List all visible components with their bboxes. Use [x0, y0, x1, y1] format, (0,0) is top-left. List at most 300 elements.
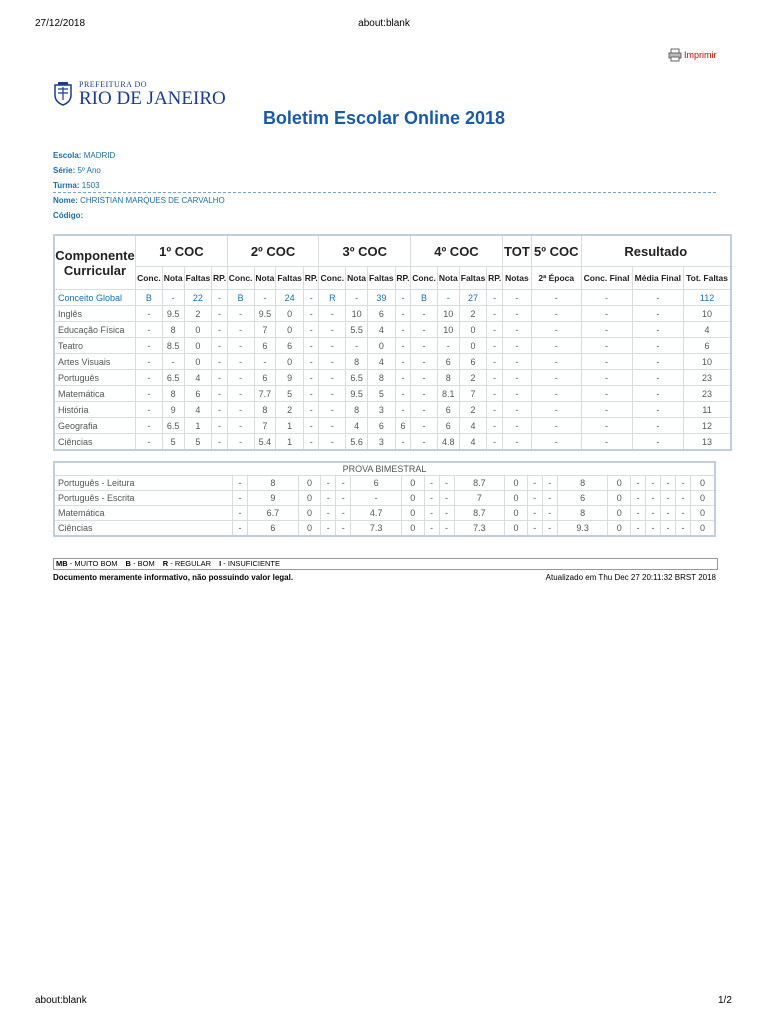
printer-icon — [668, 48, 682, 62]
table-cell: - — [319, 402, 346, 418]
table-cell: - — [346, 338, 368, 354]
logo-line1: PREFEITURA DO — [79, 80, 148, 89]
table-cell: - — [212, 290, 227, 306]
table-cell: 8.7 — [454, 476, 505, 491]
table-cell: - — [632, 338, 684, 354]
disclaimer-note: Documento meramente informativo, não possuindo valor legal. — [53, 573, 294, 582]
table-cell: 0 — [459, 322, 487, 338]
table-cell: - — [336, 521, 351, 537]
table-cell: - — [319, 354, 346, 370]
subheader-result: Conc. Final — [581, 267, 632, 290]
table-cell: 2 — [184, 306, 212, 322]
subheader-cell: Nota — [254, 267, 276, 290]
table-cell: - — [676, 476, 691, 491]
table-cell: - — [502, 402, 531, 418]
row-label: Geografia — [54, 418, 136, 434]
table-cell: - — [439, 491, 454, 506]
table-cell: 7.3 — [454, 521, 505, 537]
table-cell: - — [254, 354, 276, 370]
updated-timestamp: Atualizado em Thu Dec 27 20:11:32 BRST 2018 — [545, 573, 716, 582]
table-cell: - — [411, 354, 438, 370]
table-cell: - — [233, 506, 248, 521]
table-cell: 0 — [608, 491, 631, 506]
table-cell: - — [411, 402, 438, 418]
table-cell: 6 — [437, 402, 459, 418]
table-cell: - — [631, 521, 646, 537]
table-cell: 6 — [254, 338, 276, 354]
table-cell: - — [646, 491, 661, 506]
grades-subheader-row — [54, 267, 731, 290]
table-cell: - — [136, 434, 163, 451]
table-row — [54, 370, 731, 386]
table-cell: 10 — [346, 306, 368, 322]
table-cell: - — [487, 434, 502, 451]
table-cell: - — [304, 418, 319, 434]
table-cell: 8 — [248, 476, 299, 491]
table-cell: 2 — [459, 402, 487, 418]
table-cell: - — [661, 521, 676, 537]
table-cell: 9 — [276, 370, 304, 386]
table-cell: - — [336, 506, 351, 521]
subheader-cell: Nota — [346, 267, 368, 290]
table-cell: - — [502, 354, 531, 370]
table-cell: - — [321, 476, 336, 491]
table-cell: - — [632, 386, 684, 402]
table-cell: - — [227, 322, 254, 338]
table-cell: - — [581, 370, 632, 386]
legend-code: B — [125, 559, 131, 568]
table-cell: 4 — [459, 418, 487, 434]
header-resultado: Resultado — [581, 235, 731, 267]
table-cell: - — [531, 354, 581, 370]
table-cell: 2 — [459, 306, 487, 322]
table-cell: - — [502, 290, 531, 306]
table-cell: - — [439, 506, 454, 521]
table-cell: 7 — [254, 418, 276, 434]
table-cell: - — [632, 290, 684, 306]
table-cell: - — [136, 370, 163, 386]
table-cell: - — [531, 386, 581, 402]
table-cell: 9.3 — [557, 521, 608, 537]
table-cell: - — [631, 491, 646, 506]
header-period: 2º COC — [227, 235, 319, 267]
row-label: Matemática — [54, 506, 233, 521]
row-label: Conceito Global — [54, 290, 136, 306]
table-cell: 3 — [367, 434, 395, 451]
table-cell: - — [395, 370, 410, 386]
table-cell: - — [212, 322, 227, 338]
table-cell: - — [487, 306, 502, 322]
browser-header-date: 27/12/2018 — [35, 18, 86, 29]
table-cell: 6.5 — [162, 418, 184, 434]
table-cell: 2 — [459, 370, 487, 386]
table-cell: 8 — [346, 354, 368, 370]
table-cell: 4.8 — [437, 434, 459, 451]
table-cell: - — [632, 402, 684, 418]
table-cell: - — [395, 322, 410, 338]
table-row — [54, 290, 731, 306]
table-cell: 0 — [608, 476, 631, 491]
table-cell: - — [395, 306, 410, 322]
table-cell: - — [411, 338, 438, 354]
table-cell: 8 — [162, 322, 184, 338]
table-cell: - — [227, 370, 254, 386]
table-cell: 7 — [254, 322, 276, 338]
table-cell: 9.5 — [254, 306, 276, 322]
subheader-cell: RP. — [212, 267, 227, 290]
table-cell: - — [304, 402, 319, 418]
table-cell: 3 — [367, 402, 395, 418]
table-cell: - — [136, 306, 163, 322]
prova-table — [53, 461, 716, 537]
table-cell: 7.3 — [351, 521, 402, 537]
table-cell: 0 — [608, 506, 631, 521]
table-cell: 7.7 — [254, 386, 276, 402]
table-cell: 0 — [505, 521, 528, 537]
table-cell: - — [162, 354, 184, 370]
table-cell: 10 — [437, 322, 459, 338]
table-cell: 0 — [276, 306, 304, 322]
table-cell: 10 — [684, 306, 731, 322]
table-cell: - — [304, 370, 319, 386]
row-label: Artes Visuais — [54, 354, 136, 370]
table-row — [54, 506, 715, 521]
header-period: 4º COC — [411, 235, 503, 267]
table-cell: B — [227, 290, 254, 306]
print-button[interactable] — [668, 48, 717, 62]
table-cell: 0 — [691, 521, 716, 537]
table-cell: - — [319, 370, 346, 386]
table-cell: - — [581, 354, 632, 370]
table-cell: - — [527, 506, 542, 521]
table-cell: 8 — [437, 370, 459, 386]
table-cell: - — [542, 521, 557, 537]
table-cell: 6 — [684, 338, 731, 354]
table-cell: - — [336, 491, 351, 506]
subheader-cell: RP. — [487, 267, 502, 290]
table-cell: - — [411, 434, 438, 451]
prefeitura-logo — [53, 80, 226, 108]
subheader-cell: Conc. — [411, 267, 438, 290]
row-label: Educação Física — [54, 322, 136, 338]
table-cell: 23 — [684, 370, 731, 386]
table-cell: - — [411, 418, 438, 434]
table-cell: - — [581, 386, 632, 402]
table-cell: - — [136, 322, 163, 338]
table-cell: - — [502, 306, 531, 322]
row-label: Ciências — [54, 434, 136, 451]
table-cell: - — [502, 434, 531, 451]
table-cell: - — [212, 434, 227, 451]
table-cell: - — [487, 338, 502, 354]
table-cell: 1 — [276, 434, 304, 451]
table-cell: - — [487, 290, 502, 306]
subheader-cell: Conc. — [319, 267, 346, 290]
table-cell: - — [304, 306, 319, 322]
table-cell: - — [542, 491, 557, 506]
table-cell: - — [439, 521, 454, 537]
table-cell: - — [212, 370, 227, 386]
table-cell: - — [581, 434, 632, 451]
table-cell: - — [227, 402, 254, 418]
table-cell: 5.6 — [346, 434, 368, 451]
table-cell: - — [581, 402, 632, 418]
row-label: Português - Escrita — [54, 491, 233, 506]
table-cell: 0 — [401, 521, 424, 537]
table-cell: 8 — [254, 402, 276, 418]
prova-caption: PROVA BIMESTRAL — [54, 462, 715, 476]
table-cell: - — [319, 322, 346, 338]
subheader-cell: Faltas — [367, 267, 395, 290]
table-cell: 0 — [691, 476, 716, 491]
table-cell: 0 — [298, 506, 321, 521]
table-cell: - — [304, 338, 319, 354]
table-cell: 0 — [367, 338, 395, 354]
subheader-cell: RP. — [304, 267, 319, 290]
table-cell: - — [531, 370, 581, 386]
table-cell: 11 — [684, 402, 731, 418]
table-cell: 0 — [459, 338, 487, 354]
header-period: 1º COC — [136, 235, 228, 267]
table-row — [54, 306, 731, 322]
table-cell: 6.5 — [346, 370, 368, 386]
table-cell: - — [527, 476, 542, 491]
table-cell: - — [304, 290, 319, 306]
subheader-result: Média Final — [632, 267, 684, 290]
table-cell: - — [581, 418, 632, 434]
subheader-cell: Conc. — [136, 267, 163, 290]
table-cell: - — [395, 290, 410, 306]
table-cell: 10 — [684, 354, 731, 370]
row-label: Português — [54, 370, 136, 386]
table-cell: - — [411, 322, 438, 338]
table-row — [54, 354, 731, 370]
table-cell: - — [487, 370, 502, 386]
table-cell: - — [632, 434, 684, 451]
table-cell: - — [531, 290, 581, 306]
table-cell: 5.5 — [346, 322, 368, 338]
table-cell: 0 — [184, 322, 212, 338]
table-cell: - — [542, 476, 557, 491]
table-cell: 6.7 — [248, 506, 299, 521]
table-cell: - — [646, 521, 661, 537]
legend-text: - INSUFICIENTE — [223, 559, 280, 568]
table-cell: - — [233, 476, 248, 491]
table-cell: - — [542, 506, 557, 521]
table-cell: - — [581, 338, 632, 354]
row-label: Inglês — [54, 306, 136, 322]
table-cell: 39 — [367, 290, 395, 306]
table-cell: - — [136, 402, 163, 418]
table-cell: 5 — [367, 386, 395, 402]
table-cell: 0 — [276, 322, 304, 338]
legend-text: - BOM — [133, 559, 155, 568]
table-cell: - — [424, 491, 439, 506]
table-row — [54, 402, 731, 418]
table-cell: - — [439, 476, 454, 491]
table-cell: - — [395, 338, 410, 354]
subheader-5coc: 2ª Época — [531, 267, 581, 290]
table-cell: B — [136, 290, 163, 306]
table-cell: 10 — [437, 306, 459, 322]
table-cell: 0 — [505, 506, 528, 521]
browser-footer-url: about:blank — [35, 995, 87, 1006]
legend-code: I — [219, 559, 222, 568]
table-cell: - — [527, 521, 542, 537]
table-cell: 8 — [557, 506, 608, 521]
table-row — [54, 434, 731, 451]
table-cell: B — [411, 290, 438, 306]
table-cell: 9 — [248, 491, 299, 506]
table-cell: 0 — [505, 476, 528, 491]
table-row — [54, 491, 715, 506]
table-cell: - — [254, 290, 276, 306]
table-cell: - — [233, 521, 248, 537]
table-cell: 24 — [276, 290, 304, 306]
table-cell: - — [631, 476, 646, 491]
table-cell: - — [233, 491, 248, 506]
table-cell: - — [632, 354, 684, 370]
table-cell: - — [676, 491, 691, 506]
table-cell: - — [136, 386, 163, 402]
table-cell: 6 — [459, 354, 487, 370]
table-cell: 22 — [184, 290, 212, 306]
table-cell: - — [227, 338, 254, 354]
row-label: História — [54, 402, 136, 418]
table-row — [54, 476, 715, 491]
table-cell: - — [531, 418, 581, 434]
table-cell: 0 — [298, 491, 321, 506]
table-cell: 6 — [248, 521, 299, 537]
table-cell: - — [581, 290, 632, 306]
table-cell: - — [411, 386, 438, 402]
table-cell: - — [661, 491, 676, 506]
table-cell: 6 — [276, 338, 304, 354]
table-cell: 0 — [298, 521, 321, 537]
table-cell: - — [487, 402, 502, 418]
table-cell: 9.5 — [346, 386, 368, 402]
table-cell: - — [632, 370, 684, 386]
table-cell: 6 — [351, 476, 402, 491]
table-cell: 0 — [401, 506, 424, 521]
row-label: Teatro — [54, 338, 136, 354]
subheader-tot: Notas — [502, 267, 531, 290]
table-cell: - — [162, 290, 184, 306]
table-cell: 6 — [367, 418, 395, 434]
grades-header-row — [54, 235, 731, 267]
browser-footer-page: 1/2 — [718, 995, 732, 1006]
table-cell: - — [632, 322, 684, 338]
subheader-cell: Faltas — [459, 267, 487, 290]
table-cell: 5 — [276, 386, 304, 402]
table-cell: - — [227, 354, 254, 370]
table-cell: 27 — [459, 290, 487, 306]
legend — [53, 558, 718, 570]
table-cell: - — [437, 290, 459, 306]
table-cell: - — [487, 386, 502, 402]
table-cell: - — [581, 322, 632, 338]
table-cell: 4 — [367, 354, 395, 370]
table-cell: - — [227, 434, 254, 451]
table-cell: - — [502, 370, 531, 386]
table-cell: 8 — [346, 402, 368, 418]
page-title: Boletim Escolar Online 2018 — [262, 108, 506, 128]
table-cell: - — [502, 386, 531, 402]
info-codigo: Código: — [53, 211, 84, 220]
table-cell: 1 — [276, 418, 304, 434]
table-cell: 0 — [184, 338, 212, 354]
table-cell: - — [646, 506, 661, 521]
table-cell: - — [304, 354, 319, 370]
table-cell: - — [395, 402, 410, 418]
table-cell: - — [631, 506, 646, 521]
table-cell: - — [676, 506, 691, 521]
legend-text: - REGULAR — [170, 559, 212, 568]
table-cell: - — [531, 402, 581, 418]
table-cell: 6 — [437, 418, 459, 434]
table-cell: - — [227, 418, 254, 434]
logo-line2: RIO DE JANEIRO — [79, 88, 226, 109]
table-row — [54, 418, 731, 434]
table-cell: 8.1 — [437, 386, 459, 402]
table-cell: - — [632, 306, 684, 322]
table-row — [54, 521, 715, 537]
table-cell: - — [304, 434, 319, 451]
table-cell: 4.7 — [351, 506, 402, 521]
table-row — [54, 386, 731, 402]
table-cell: - — [321, 506, 336, 521]
subheader-cell: RP. — [395, 267, 410, 290]
table-cell: - — [395, 386, 410, 402]
table-cell: - — [487, 322, 502, 338]
divider — [53, 192, 716, 193]
table-cell: - — [227, 306, 254, 322]
table-cell: - — [676, 521, 691, 537]
table-cell: - — [212, 418, 227, 434]
table-cell: 1 — [184, 418, 212, 434]
table-cell: - — [212, 386, 227, 402]
table-cell: - — [319, 386, 346, 402]
table-cell: 12 — [684, 418, 731, 434]
table-cell: 4 — [367, 322, 395, 338]
table-cell: - — [304, 386, 319, 402]
table-cell: - — [319, 434, 346, 451]
table-cell: - — [411, 306, 438, 322]
table-cell: 0 — [276, 354, 304, 370]
header-componente: Componente Curricular — [54, 235, 136, 290]
table-cell: - — [346, 290, 368, 306]
table-cell: 6 — [395, 418, 410, 434]
table-cell: - — [424, 506, 439, 521]
table-row — [54, 338, 731, 354]
table-cell: - — [395, 354, 410, 370]
row-label: Português - Leitura — [54, 476, 233, 491]
table-cell: 8.7 — [454, 506, 505, 521]
table-cell: - — [319, 338, 346, 354]
header-5coc: 5º COC — [531, 235, 581, 267]
info-nome: Nome: CHRISTIAN MARQUES DE CARVALHO — [53, 196, 225, 205]
table-cell: 0 — [691, 491, 716, 506]
table-cell: 23 — [684, 386, 731, 402]
legend-text: - MUITO BOM — [69, 559, 118, 568]
table-cell: - — [336, 476, 351, 491]
table-cell: 112 — [684, 290, 731, 306]
table-cell: - — [424, 476, 439, 491]
table-cell: 6 — [437, 354, 459, 370]
table-cell: 9 — [162, 402, 184, 418]
table-cell: 0 — [691, 506, 716, 521]
table-cell: - — [502, 322, 531, 338]
